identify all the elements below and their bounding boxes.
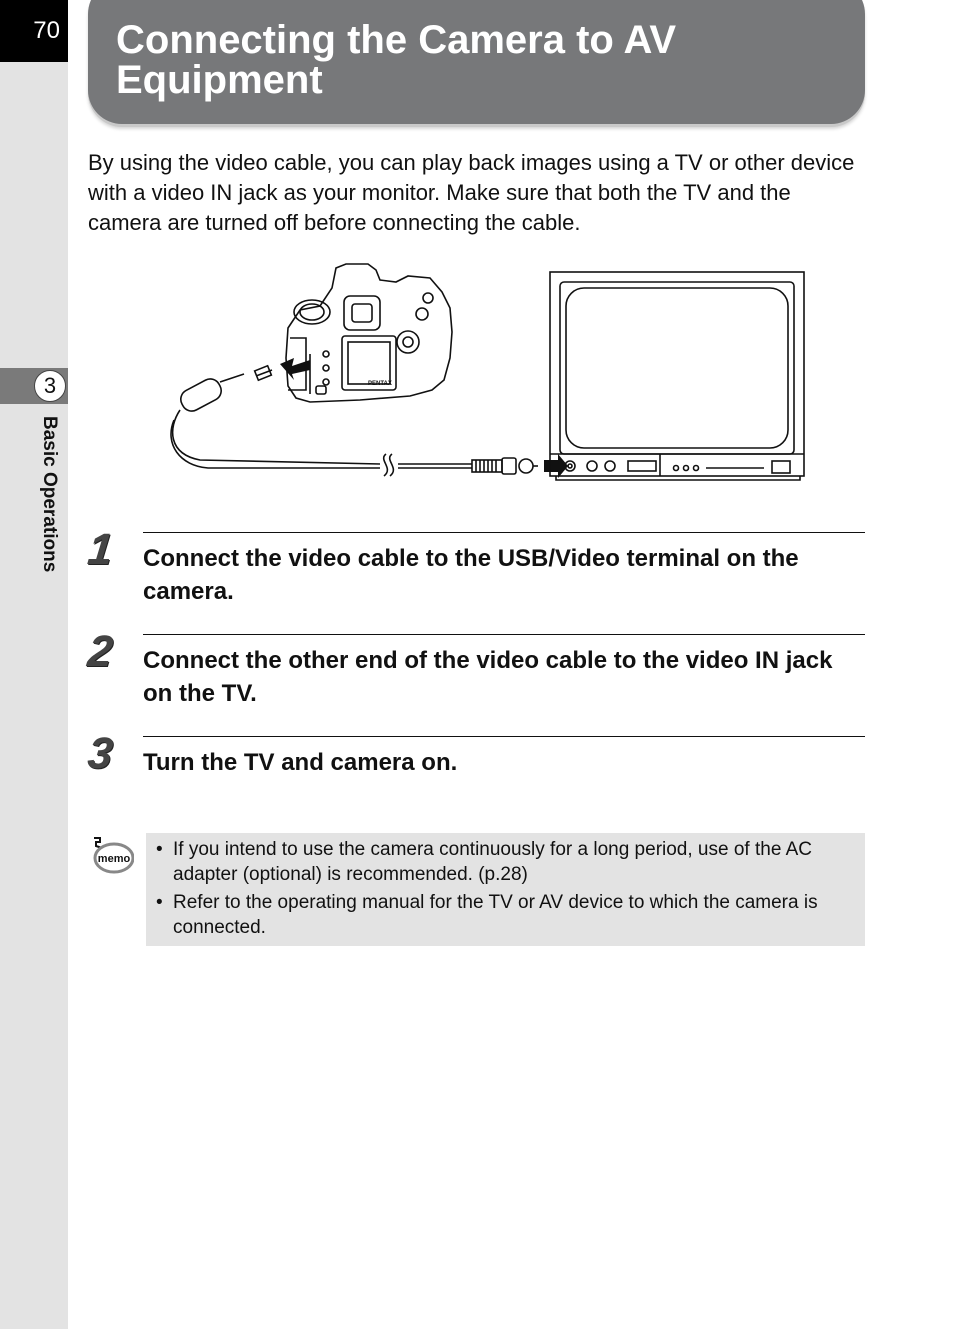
step-divider (143, 532, 865, 533)
tv-illustration (550, 272, 804, 480)
camera-brand-label: PENTAX (368, 381, 392, 387)
step-number: 3 (85, 729, 116, 778)
step-divider (143, 736, 865, 737)
step-text: Turn the TV and camera on. (143, 749, 458, 776)
memo-bullet: • (156, 892, 163, 913)
step-number: 2 (85, 627, 116, 676)
step-text: Connect the other end of the video cable to the video IN jack on the TV. (143, 647, 833, 707)
memo-item (156, 890, 855, 940)
memo-box (146, 833, 865, 946)
memo-icon (90, 836, 134, 876)
intro-paragraph: By using the video cable, you can play back images using a TV or other device with a video IN jack as your monitor. Make sure that both the TV and the camera are turned off before connecting the cable. (88, 150, 855, 235)
step-text: Connect the video cable to the USB/Video terminal on the camera. (143, 545, 799, 605)
step-divider (143, 634, 865, 635)
memo-icon-label: memo (97, 853, 131, 865)
memo-item-text: Refer to the operating manual for the TV or AV device to which the camera is connected. (173, 892, 818, 938)
memo-bullet: • (156, 839, 163, 860)
page-number: 70 (0, 0, 68, 62)
memo-item (156, 837, 855, 887)
step-number: 1 (85, 525, 116, 574)
camera-tv-connection-illustration (160, 258, 820, 490)
page-title: Connecting the Camera to AV Equipment (116, 18, 677, 102)
chapter-number-badge: 3 (34, 370, 66, 402)
chapter-name: Basic Operations (39, 416, 60, 573)
video-cable (171, 366, 538, 476)
memo-item-text: If you intend to use the camera continuously for a long period, use of the AC adapter (optional) is recommended. (p.28) (173, 839, 813, 885)
side-strip (0, 0, 68, 1329)
